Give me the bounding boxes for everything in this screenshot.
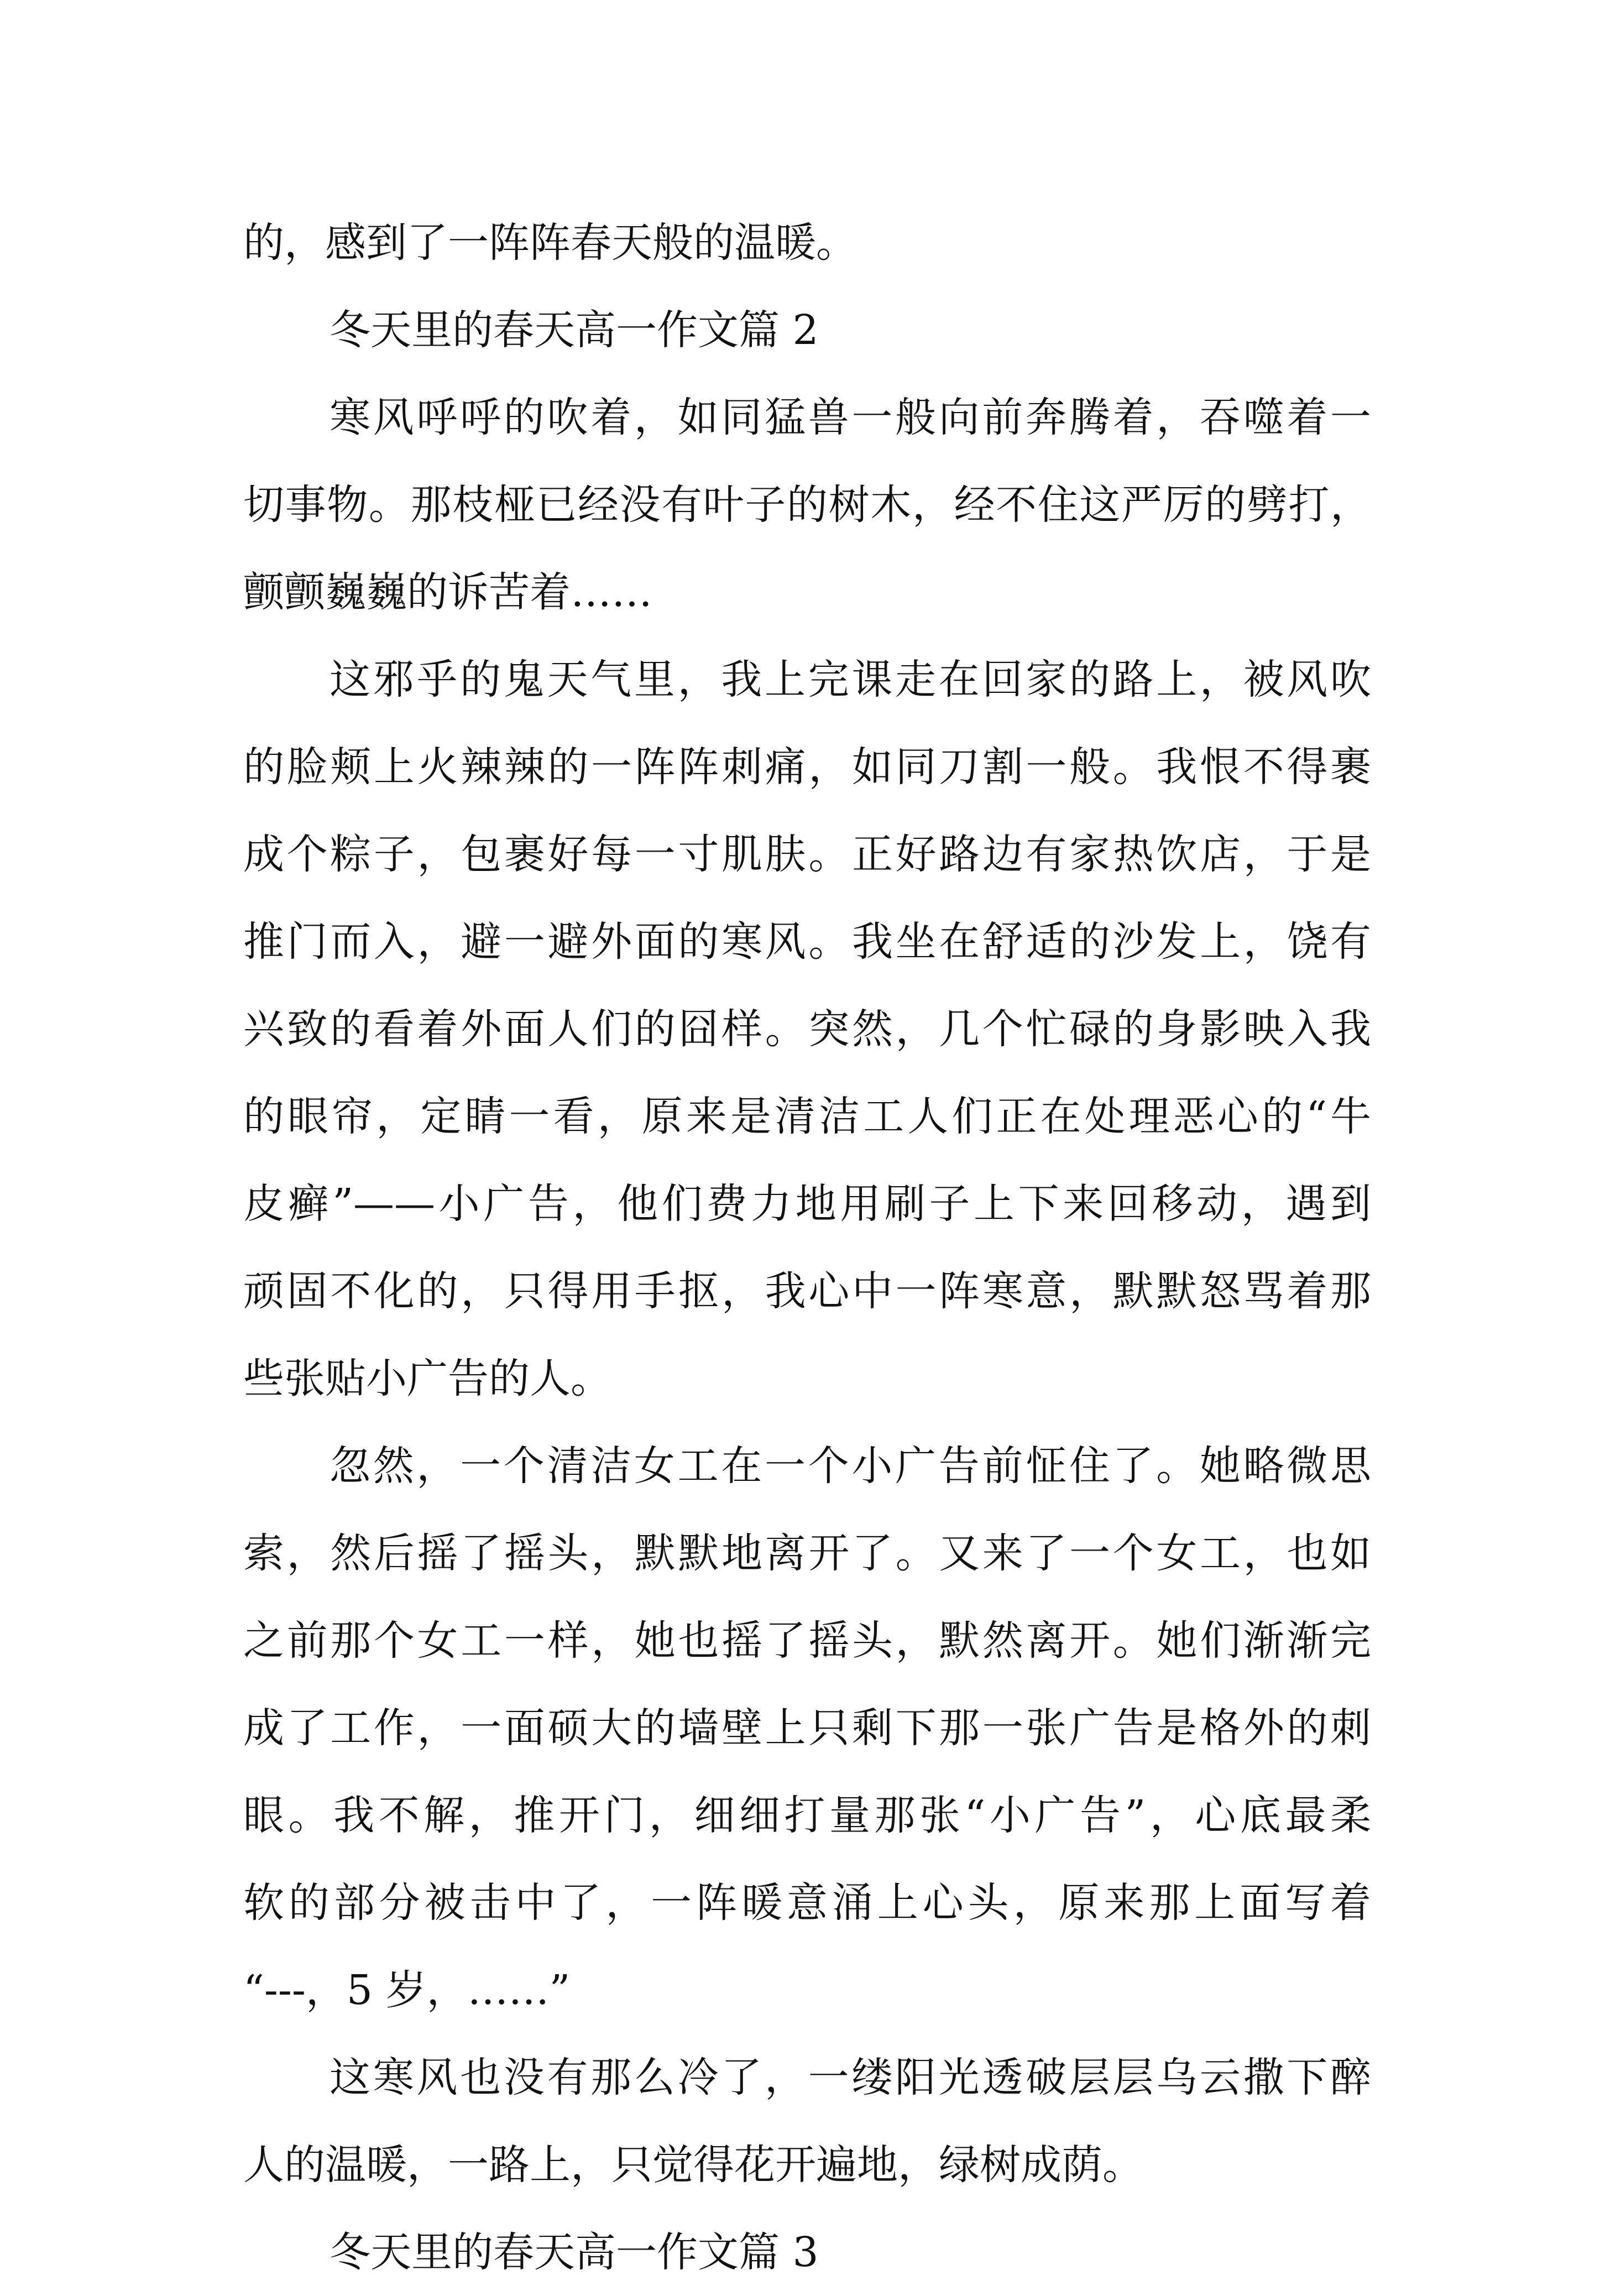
paragraph-line: 忽然，一个清洁女工在一个小广告前怔住了。她略微思 [330, 1442, 1371, 1490]
section-heading: 冬天里的春天高一作文篇 3 [330, 2229, 819, 2276]
paragraph-line: 成个粽子，包裹好每一寸肌肤。正好路边有家热饮店，于是 [243, 831, 1371, 878]
paragraph-line: 皮癣”——小广告，他们费力地用刷子上下来回移动，遇到 [243, 1180, 1371, 1228]
paragraph-line: 顽固不化的，只得用手抠，我心中一阵寒意，默默怒骂着那 [243, 1267, 1371, 1315]
paragraph-line: 这寒风也没有那么冷了，一缕阳光透破层层乌云撒下醉 [330, 2054, 1371, 2101]
paragraph-line: 寒风呼呼的吹着，如同猛兽一般向前奔腾着，吞噬着一 [330, 394, 1371, 441]
paragraph-line: 眼。我不解，推开门，细细打量那张“小广告”，心底最柔 [243, 1792, 1371, 1839]
paragraph-line: 之前那个女工一样，她也摇了摇头，默然离开。她们渐渐完 [243, 1617, 1371, 1664]
paragraph-line: 这邪乎的鬼天气里，我上完课走在回家的路上，被风吹 [330, 656, 1371, 703]
paragraph-line: 人的温暖，一路上，只觉得花开遍地，绿树成荫。 [243, 2141, 1143, 2189]
paragraph-line: 切事物。那枝桠已经没有叶子的树木，经不住这严厉的劈打， [243, 481, 1371, 529]
paragraph-line: 推门而入，避一避外面的寒风。我坐在舒适的沙发上，饶有 [243, 918, 1371, 966]
paragraph-line: 的脸颊上火辣辣的一阵阵刺痛，如同刀割一般。我恨不得裹 [243, 743, 1371, 791]
section-heading: 冬天里的春天高一作文篇 2 [330, 306, 819, 354]
paragraph-line: 些张贴小广告的人。 [243, 1355, 611, 1402]
paragraph-line: 兴致的看着外面人们的囧样。突然，几个忙碌的身影映入我 [243, 1005, 1371, 1053]
paragraph-line: 颤颤巍巍的诉苦着…… [243, 568, 652, 616]
paragraph-line: “---，5 岁，……” [243, 1966, 571, 2014]
paragraph-line: 成了工作，一面硕大的墙壁上只剩下那一张广告是格外的刺 [243, 1704, 1371, 1752]
paragraph-line: 的，感到了一阵阵春天般的温暖。 [243, 219, 857, 267]
essay-body [243, 199, 1371, 2296]
paragraph-line: 软的部分被击中了，一阵暖意涌上心头，原来那上面写着 [243, 1879, 1371, 1927]
paragraph-line: 的眼帘，定睛一看，原来是清洁工人们正在处理恶心的“牛 [243, 1093, 1371, 1140]
paragraph-line: 索，然后摇了摇头，默默地离开了。又来了一个女工，也如 [243, 1530, 1371, 1577]
